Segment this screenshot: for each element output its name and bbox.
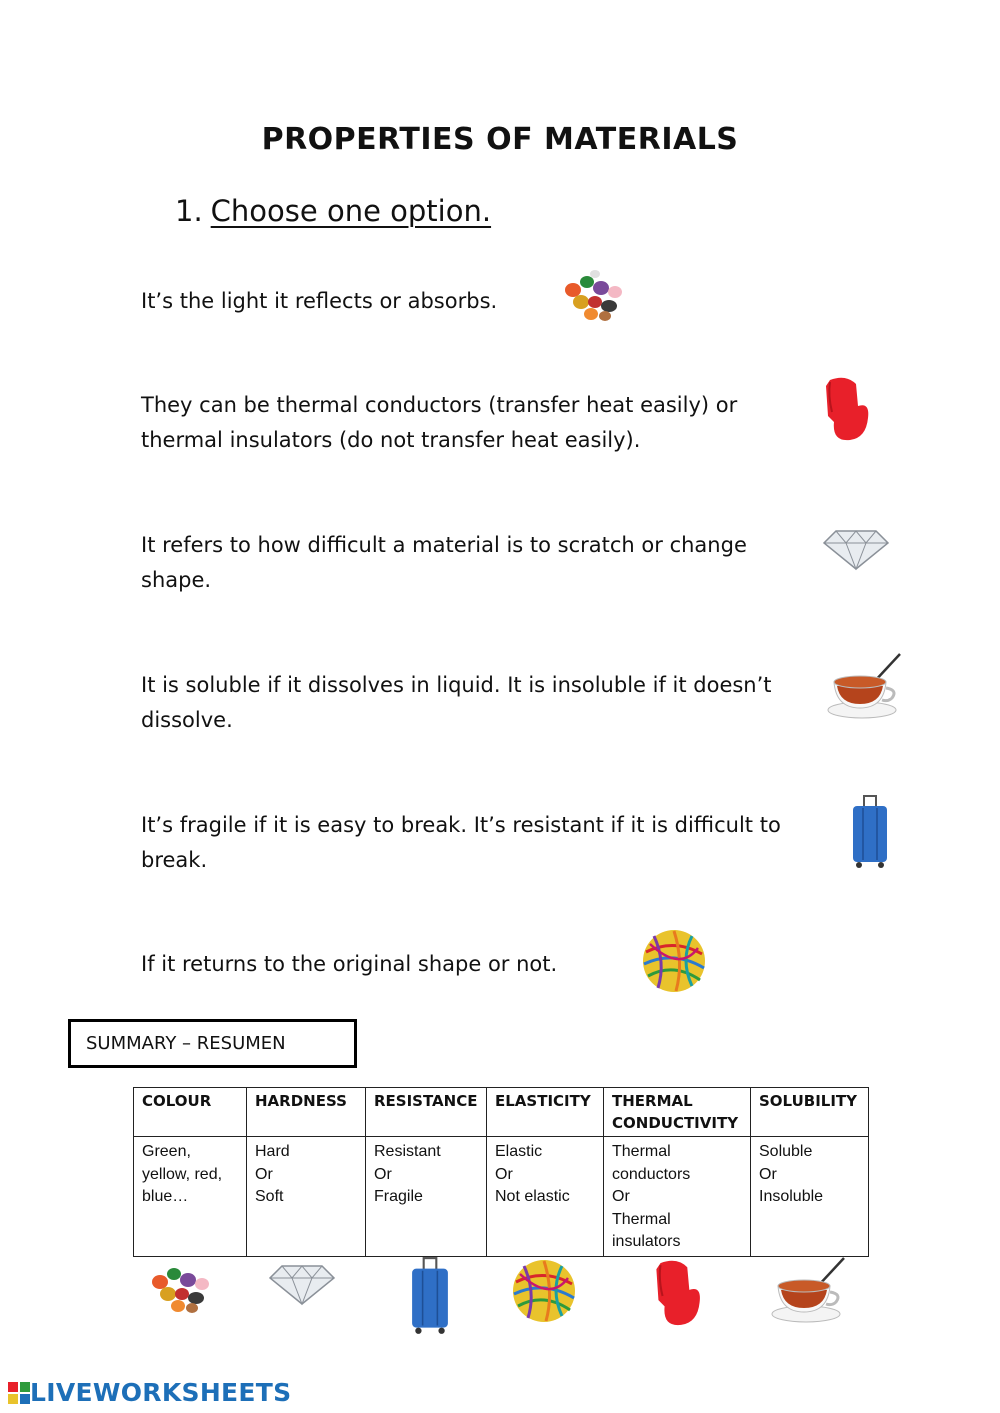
suitcase-icon xyxy=(850,794,890,870)
question-6: If it returns to the original shape or not. xyxy=(141,952,558,976)
tea-cup-icon xyxy=(770,1256,848,1324)
summary-table xyxy=(133,1087,869,1257)
header-solubility: SOLUBILITY xyxy=(751,1088,869,1137)
question-4: It is soluble if it dissolves in liquid. It is insoluble if it doesn’t dissolve. xyxy=(141,673,772,732)
cell-hardness: Hard Or Soft xyxy=(247,1137,366,1257)
instruction-text: Choose one option. xyxy=(210,194,492,228)
question-3: It refers to how difficult a material is to scratch or change shape. xyxy=(141,533,747,592)
liveworksheets-logo-icon xyxy=(8,1382,30,1404)
header-resistance: RESISTANCE xyxy=(366,1088,487,1137)
rubber-band-ball-icon xyxy=(640,928,708,994)
question-1: It’s the light it reflects or absorbs. xyxy=(141,289,498,313)
cell-elasticity: Elastic Or Not elastic xyxy=(487,1137,604,1257)
oven-mitt-icon xyxy=(822,376,872,444)
page-title: PROPERTIES OF MATERIALS xyxy=(261,122,739,157)
liveworksheets-logo[interactable] xyxy=(8,1378,291,1407)
header-hardness: HARDNESS xyxy=(247,1088,366,1137)
instruction xyxy=(175,194,491,228)
gemstones-icon xyxy=(150,1259,216,1317)
header-thermal-conductivity: THERMAL CONDUCTIVITY xyxy=(604,1088,751,1137)
summary-values-row xyxy=(134,1137,869,1257)
diamond-icon xyxy=(268,1262,336,1306)
summary-header-row xyxy=(134,1088,869,1137)
gemstones-icon xyxy=(563,268,629,324)
diamond-icon xyxy=(822,527,890,571)
question-2: They can be thermal conductors (transfer heat easily) or thermal insulators (do not transfer heat easily). xyxy=(141,393,738,452)
liveworksheets-brand: LIVEWORKSHEETS xyxy=(30,1378,292,1407)
cell-colour: Green, yellow, red, blue… xyxy=(134,1137,247,1257)
cell-resistance: Resistant Or Fragile xyxy=(366,1137,487,1257)
cell-thermal-conductivity: Thermal conductors Or Thermal insulators xyxy=(604,1137,751,1257)
tea-cup-icon xyxy=(826,652,904,720)
question-5: It’s fragile if it is easy to break. It’s resistant if it is difficult to break. xyxy=(141,813,781,872)
summary-label: SUMMARY – RESUMEN xyxy=(68,1019,357,1068)
header-colour: COLOUR xyxy=(134,1088,247,1137)
cell-solubility: Soluble Or Insoluble xyxy=(751,1137,869,1257)
header-elasticity: ELASTICITY xyxy=(487,1088,604,1137)
suitcase-icon xyxy=(408,1256,452,1336)
oven-mitt-icon xyxy=(652,1259,704,1329)
rubber-band-ball-icon xyxy=(510,1258,578,1324)
instruction-number: 1. xyxy=(175,194,203,228)
